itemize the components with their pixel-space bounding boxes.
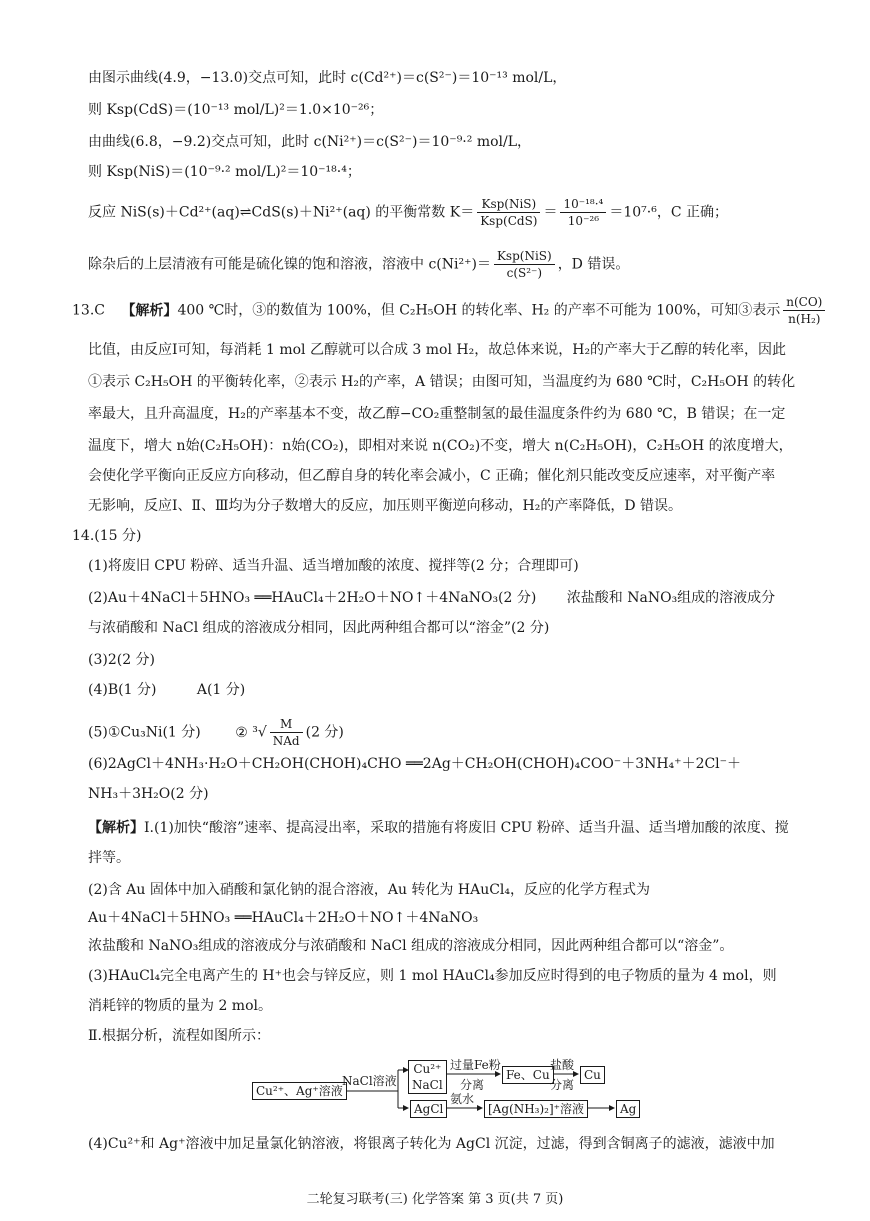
flow-box-fe-cu: Fe、Cu	[502, 1066, 554, 1084]
flow-box-start: Cu²⁺、Ag⁺溶液	[252, 1082, 347, 1100]
flow-label-hcl: 盐酸	[550, 1058, 575, 1072]
text-line: (3)HAuCl₄完全电离产生的 H⁺也会与锌反应，则 1 mol HAuCl₄参加反应时得到的电子物质的量为 4 mol，则	[88, 968, 777, 984]
text-line: 消耗锌的物质的量为 2 mol。	[88, 998, 272, 1014]
text-line: 无影响，反应Ⅰ、Ⅱ、Ⅲ均为分子数增大的反应，加压则平衡逆向移动，H₂的产率降低，D 错误。	[88, 498, 683, 514]
answer-line: NH₃＋3H₂O(2 分)	[88, 786, 209, 802]
text-line: 由图示曲线(4.9，−13.0)交点可知，此时 c(Cd²⁺)＝c(S²⁻)＝10⁻¹³ mol/L，	[88, 70, 567, 86]
fraction-numerator: Ksp(NiS)	[477, 196, 540, 213]
fraction-denominator: Ksp(CdS)	[480, 214, 538, 228]
question-14-heading: 14.(15 分)	[72, 528, 142, 544]
equation-line: Au＋4NaCl＋5HNO₃ ══HAuCl₄＋2H₂O＋NO↑＋4NaNO₃	[88, 910, 479, 926]
text-segment: A(1 分)	[196, 682, 246, 698]
text-line: 拌等。	[88, 850, 130, 866]
flow-box-ag: Ag	[616, 1100, 640, 1118]
fraction-denominator: c(S²⁻)	[506, 266, 543, 280]
answer-line	[88, 716, 812, 749]
equilibrium-constant-line	[88, 196, 812, 229]
fraction-numerator: Ksp(NiS)	[494, 248, 555, 265]
flow-box-filtrate	[408, 1060, 447, 1094]
text-segment: (2)Au＋4NaCl＋5HNO₃ ══HAuCl₄＋2H₂O＋NO↑＋4NaNO₃(2 分)	[88, 590, 537, 606]
flow-label-separate: 分离	[550, 1078, 575, 1092]
flow-box-line: Cu²⁺	[413, 1062, 442, 1076]
answer-line: 与浓硝酸和 NaCl 组成的溶液成分相同，因此两种组合都可以“溶金”(2 分)	[88, 620, 550, 636]
process-flow-diagram	[250, 1058, 650, 1128]
question-13-first-line	[72, 294, 823, 327]
fraction	[270, 716, 303, 749]
text-line: 则 Ksp(NiS)＝(10⁻⁹·² mol/L)²＝10⁻¹⁸·⁴；	[88, 164, 361, 180]
text-segment: ＝	[543, 204, 558, 221]
text-segment: 除杂后的上层清液有可能是硫化镍的饱和溶液，溶液中 c(Ni²⁺)＝	[88, 256, 491, 273]
analysis-line	[88, 818, 812, 838]
text-segment: 反应 NiS(s)＋Cd²⁺(aq)⇌CdS(s)＋Ni²⁺(aq) 的平衡常数 K＝	[88, 204, 475, 221]
text-line: ①表示 C₂H₅OH 的平衡转化率，②表示 H₂的产率，A 错误；由图可知，当温度约为 680 ℃时，C₂H₅OH 的转化	[88, 374, 796, 390]
fraction-numerator: 10⁻¹⁸·⁴	[560, 196, 606, 213]
text-line: 浓盐酸和 NaNO₃组成的溶液成分与浓硝酸和 NaCl 组成的溶液成分相同，因此两种组合都可以“溶金”。	[88, 938, 734, 954]
text-segment: ＝10⁷·⁶，C 正确；	[609, 204, 728, 221]
text-line	[88, 248, 812, 281]
text-segment: (4)B(1 分)	[88, 682, 157, 698]
footer-page: 第 3 页(共 7 页)	[468, 1192, 564, 1207]
text-line: Ⅱ.根据分析，流程如图所示：	[88, 1028, 270, 1044]
fraction-numerator: n(CO)	[783, 294, 825, 311]
answer-line: (1)将废旧 CPU 粉碎、适当升温、适当增加酸的浓度、搅拌等(2 分；合理即可)	[88, 558, 579, 574]
fraction	[783, 294, 825, 327]
flow-label-ammonia: 氨水	[450, 1092, 475, 1106]
text-segment: (5)①Cu₃Ni(1 分)	[88, 724, 201, 741]
answer-line	[88, 680, 812, 700]
flow-label-nacl: NaCl溶液	[342, 1074, 397, 1088]
fraction	[560, 196, 606, 229]
answer-line	[88, 588, 812, 608]
text-line: 温度下，增大 n始(C₂H₅OH)：n始(CO₂)，即相对来说 n(CO₂)不变，增大 n(C₂H₅OH)，C₂H₅OH 的浓度增大，	[88, 438, 793, 454]
fraction-denominator: 10⁻²⁶	[567, 214, 600, 228]
footer-subject: 化学答案	[411, 1192, 464, 1207]
text-line: (2)含 Au 固体中加入硝酸和氯化钠的混合溶液，Au 转化为 HAuCl₄，反应的化学方程式为	[88, 882, 651, 898]
text-segment: 400 ℃时，③的数值为 100%，但 C₂H₅OH 的转化率、H₂ 的产率不可能为 100%，可知③表示	[177, 302, 781, 319]
flow-box-silver-ammonia: [Ag(NH₃)₂]⁺溶液	[484, 1100, 588, 1118]
flow-label-fe: 过量Fe粉	[450, 1058, 501, 1072]
cube-root-sign: ³√	[252, 724, 267, 741]
fraction	[494, 248, 555, 281]
text-segment: ，D 错误。	[557, 256, 630, 273]
text-line: (4)Cu²⁺和 Ag⁺溶液中加足量氯化钠溶液，将银离子转化为 AgCl 沉淀，过滤，得到含铜离子的滤液，滤液中加	[88, 1136, 775, 1152]
fraction-denominator: NAd	[272, 734, 300, 748]
question-number: 13.C	[72, 302, 105, 319]
fraction-denominator: n(H₂)	[788, 312, 821, 326]
text-segment: Ⅰ.(1)加快“酸溶”速率、提高浸出率，采取的措施有将废旧 CPU 粉碎、适当升温、适当增加酸的浓度、搅	[144, 820, 789, 836]
answer-line: (3)2(2 分)	[88, 652, 156, 668]
text-line: 由曲线(6.8，−9.2)交点可知，此时 c(Ni²⁺)＝c(S²⁻)＝10⁻⁹·² mol/L，	[88, 134, 532, 150]
fraction-numerator: M	[270, 716, 303, 733]
flow-box-agcl: AgCl	[410, 1100, 447, 1118]
page-footer	[0, 1188, 870, 1207]
flow-label-separate: 分离	[460, 1078, 485, 1092]
flow-box-cu: Cu	[580, 1066, 605, 1084]
flow-box-line: NaCl	[412, 1078, 443, 1092]
footer-exam: 二轮复习联考(三)	[306, 1192, 408, 1207]
text-line: 会使化学平衡向正反应方向移动，但乙醇自身的转化率会减小，C 正确；催化剂只能改变反应速率，对平衡产率	[88, 468, 776, 484]
text-segment: (2 分)	[305, 724, 344, 741]
analysis-tag: 【解析】	[88, 820, 144, 836]
text-segment: 浓盐酸和 NaNO₃组成的溶液成分	[566, 590, 776, 606]
text-line: 率最大，且升高温度，H₂的产率基本不变，故乙醇−CO₂重整制氢的最佳温度条件约为 680 ℃，B 错误；在一定	[88, 406, 786, 422]
text-line: 比值，由反应Ⅰ可知，每消耗 1 mol 乙醇就可以合成 3 mol H₂，故总体来说，H₂的产率大于乙醇的转化率，因此	[88, 342, 787, 358]
text-segment: ②	[235, 724, 248, 741]
analysis-tag: 【解析】	[121, 302, 178, 319]
text-line: 则 Ksp(CdS)＝(10⁻¹³ mol/L)²＝1.0×10⁻²⁶；	[88, 102, 384, 118]
answer-line: (6)2AgCl＋4NH₃·H₂O＋CH₂OH(CHOH)₄CHO ══2Ag＋CH₂OH(CHOH)₄COO⁻＋3NH₄⁺＋2Cl⁻＋	[88, 756, 742, 772]
fraction	[477, 196, 540, 229]
